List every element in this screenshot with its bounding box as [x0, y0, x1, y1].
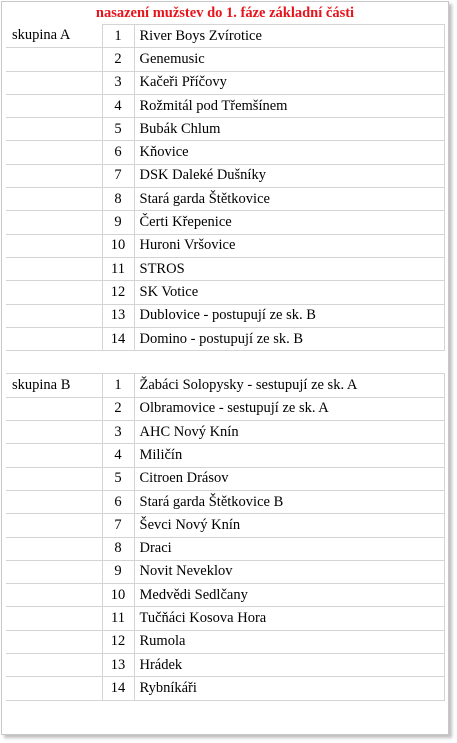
seed-number: 1	[102, 374, 134, 397]
seed-number: 4	[102, 444, 134, 467]
seed-number: 4	[102, 94, 134, 117]
team-name: Rybníkáři	[134, 677, 445, 700]
team-name: Čerti Křepenice	[134, 211, 445, 234]
team-name: SK Votice	[134, 281, 445, 304]
seed-number: 1	[102, 25, 134, 48]
group-label-empty	[6, 654, 102, 677]
group-label-empty	[6, 164, 102, 187]
table-row	[6, 48, 445, 71]
team-name: Stará garda Štětkovice	[134, 188, 445, 211]
seed-number: 13	[102, 304, 134, 327]
team-name: Miličín	[134, 444, 445, 467]
team-name: AHC Nový Knín	[134, 421, 445, 444]
table-row	[6, 584, 445, 607]
group-label-empty	[6, 490, 102, 513]
table-row	[6, 421, 445, 444]
table-row	[6, 654, 445, 677]
team-name: Dublovice - postupují ze sk. B	[134, 304, 445, 327]
seed-number: 13	[102, 654, 134, 677]
group-label-empty	[6, 118, 102, 141]
table-row	[6, 257, 445, 280]
table-row	[6, 397, 445, 420]
seed-number: 8	[102, 537, 134, 560]
seed-number: 10	[102, 234, 134, 257]
table-row	[6, 677, 445, 700]
team-name: River Boys Zvírotice	[134, 25, 445, 48]
seed-number: 5	[102, 118, 134, 141]
team-name: Bubák Chlum	[134, 118, 445, 141]
team-table-body	[6, 25, 445, 701]
seed-number: 9	[102, 560, 134, 583]
spacer-cell	[6, 351, 445, 374]
table-row	[6, 25, 445, 48]
group-label: skupina A	[6, 25, 102, 48]
seed-number: 11	[102, 257, 134, 280]
seed-number: 14	[102, 327, 134, 350]
table-row	[6, 467, 445, 490]
team-name: Citroen Drásov	[134, 467, 445, 490]
group-label-empty	[6, 281, 102, 304]
team-name: Huroni Vršovice	[134, 234, 445, 257]
table-row	[6, 118, 445, 141]
team-name: Olbramovice - sestupují ze sk. A	[134, 397, 445, 420]
group-label-empty	[6, 211, 102, 234]
group-label: skupina B	[6, 374, 102, 397]
team-name: Tučňáci Kosova Hora	[134, 607, 445, 630]
seed-number: 6	[102, 141, 134, 164]
table-row	[6, 94, 445, 117]
table-row	[6, 211, 445, 234]
group-label-empty	[6, 48, 102, 71]
table-row	[6, 630, 445, 653]
seed-number: 2	[102, 48, 134, 71]
table-row	[6, 234, 445, 257]
table-row	[6, 281, 445, 304]
table-row	[6, 327, 445, 350]
group-label-empty	[6, 444, 102, 467]
seed-number: 12	[102, 281, 134, 304]
team-name: STROS	[134, 257, 445, 280]
team-name: Žabáci Solopysky - sestupují ze sk. A	[134, 374, 445, 397]
table-row	[6, 71, 445, 94]
team-table	[6, 24, 445, 701]
table-row	[6, 607, 445, 630]
seed-number: 14	[102, 677, 134, 700]
table-row	[6, 188, 445, 211]
table-row	[6, 490, 445, 513]
group-label-empty	[6, 257, 102, 280]
team-name: Rožmitál pod Třemšínem	[134, 94, 445, 117]
table-row	[6, 514, 445, 537]
table-row	[6, 141, 445, 164]
group-label-empty	[6, 537, 102, 560]
group-label-empty	[6, 327, 102, 350]
seed-number: 9	[102, 211, 134, 234]
table-row	[6, 537, 445, 560]
seed-number: 8	[102, 188, 134, 211]
team-name: Draci	[134, 537, 445, 560]
seed-number: 2	[102, 397, 134, 420]
seed-number: 3	[102, 71, 134, 94]
team-name: Kňovice	[134, 141, 445, 164]
team-name: Domino - postupují ze sk. B	[134, 327, 445, 350]
group-label-empty	[6, 94, 102, 117]
team-name: Hrádek	[134, 654, 445, 677]
group-label-empty	[6, 630, 102, 653]
group-label-empty	[6, 234, 102, 257]
group-label-empty	[6, 514, 102, 537]
table-row	[6, 560, 445, 583]
group-label-empty	[6, 304, 102, 327]
group-label-empty	[6, 607, 102, 630]
group-label-empty	[6, 467, 102, 490]
team-name: Genemusic	[134, 48, 445, 71]
seed-number: 7	[102, 514, 134, 537]
group-label-empty	[6, 71, 102, 94]
team-name: Kačeři Příčovy	[134, 71, 445, 94]
group-label-empty	[6, 188, 102, 211]
team-name: Stará garda Štětkovice B	[134, 490, 445, 513]
table-row	[6, 304, 445, 327]
seed-number: 3	[102, 421, 134, 444]
content-frame	[1, 1, 449, 735]
seed-number: 6	[102, 490, 134, 513]
team-name: Medvědi Sedlčany	[134, 584, 445, 607]
team-name: Ševci Nový Knín	[134, 514, 445, 537]
team-name: Novit Neveklov	[134, 560, 445, 583]
seed-number: 10	[102, 584, 134, 607]
group-label-empty	[6, 677, 102, 700]
group-label-empty	[6, 584, 102, 607]
table-row	[6, 444, 445, 467]
group-label-empty	[6, 421, 102, 444]
team-name: Rumola	[134, 630, 445, 653]
page-title: nasazení mužstev do 1. fáze základní části	[95, 5, 355, 21]
seed-number: 11	[102, 607, 134, 630]
seed-number: 5	[102, 467, 134, 490]
group-label-empty	[6, 397, 102, 420]
seed-number: 7	[102, 164, 134, 187]
team-name: DSK Daleké Dušníky	[134, 164, 445, 187]
group-spacer	[6, 351, 445, 374]
table-row	[6, 374, 445, 397]
group-label-empty	[6, 560, 102, 583]
seed-number: 12	[102, 630, 134, 653]
group-label-empty	[6, 141, 102, 164]
table-row	[6, 164, 445, 187]
